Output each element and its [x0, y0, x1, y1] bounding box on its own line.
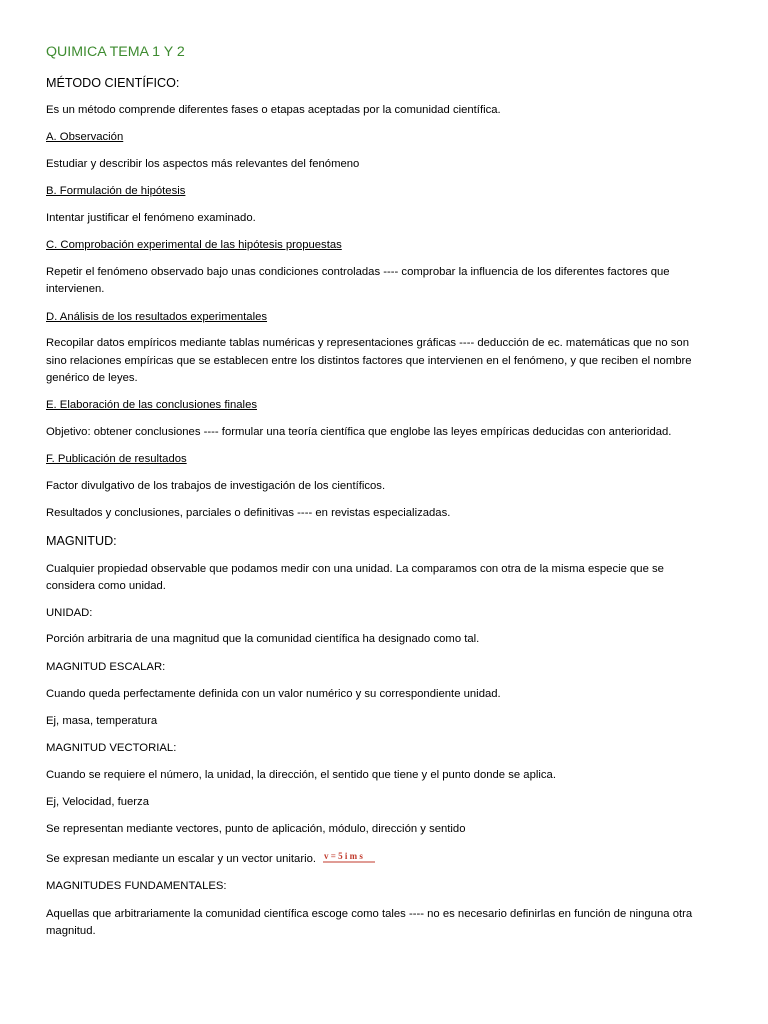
paragraph-line: genérico de leyes. — [46, 372, 138, 384]
heading-metodo-cientifico: MÉTODO CIENTÍFICO: — [46, 76, 180, 90]
paragraph-line: intervienen. — [46, 283, 105, 295]
paragraph-with-formula — [46, 848, 379, 870]
heading-magnitudes-fundamentales: MAGNITUDES FUNDAMENTALES: — [46, 880, 227, 892]
paragraph-line: considera como unidad. — [46, 580, 166, 592]
paragraph: Cuando queda perfectamente definida con un valor numérico y su correspondiente unidad. — [46, 688, 501, 700]
paragraph: Cuando se requiere el número, la unidad, la dirección, el sentido que tiene y el punto donde se aplica. — [46, 769, 556, 781]
paragraph-line: sino relaciones empíricas que se establecen entre los distintos factores que intervienen en el fenómeno, y que reciben el nombre — [46, 355, 692, 367]
document-title: QUIMICA TEMA 1 Y 2 — [46, 44, 185, 60]
paragraph-line: Cualquier propiedad observable que podamos medir con una unidad. La comparamos con otra de la misma especie que se — [46, 563, 664, 575]
example-line: Ej, masa, temperatura — [46, 715, 158, 727]
paragraph: Factor divulgativo de los trabajos de investigación de los científicos. — [46, 480, 386, 492]
heading-unidad: UNIDAD: — [46, 607, 93, 619]
step-title: F. Publicación de resultados — [46, 453, 187, 465]
heading-magnitud-vectorial: MAGNITUD VECTORIAL: — [46, 742, 177, 754]
step-title: E. Elaboración de las conclusiones finales — [46, 399, 258, 411]
paragraph-line: Aquellas que arbitrariamente la comunidad científica escoge como tales ---- no es necesario definirlas en función de ninguna otra — [46, 908, 693, 920]
paragraph: Intentar justificar el fenómeno examinado. — [46, 212, 256, 224]
step-title: A. Observación — [46, 131, 124, 143]
heading-magnitud-escalar: MAGNITUD ESCALAR: — [46, 661, 166, 673]
step-title: B. Formulación de hipótesis — [46, 185, 186, 197]
formula-svg — [323, 848, 379, 864]
paragraph: Porción arbitraria de una magnitud que la comunidad científica ha designado como tal. — [46, 633, 480, 645]
paragraph: Estudiar y describir los aspectos más relevantes del fenómeno — [46, 158, 360, 170]
paragraph-line: magnitud. — [46, 925, 96, 937]
paragraph-line: Recopilar datos empíricos mediante tablas numéricas y representaciones gráficas ---- deducción de ec. matemáticas que no son — [46, 337, 689, 349]
formula-text: v = 5 i m s — [324, 851, 364, 861]
heading-magnitud: MAGNITUD: — [46, 534, 117, 548]
paragraph: Se representan mediante vectores, punto de aplicación, módulo, dirección y sentido — [46, 823, 466, 835]
paragraph: Objetivo: obtener conclusiones ---- formular una teoría científica que englobe las leyes empíricas deducidas con anterioridad. — [46, 426, 672, 438]
step-title: C. Comprobación experimental de las hipótesis propuestas — [46, 239, 342, 251]
paragraph: Resultados y conclusiones, parciales o definitivas ---- en revistas especializadas. — [46, 507, 451, 519]
paragraph: Es un método comprende diferentes fases o etapas aceptadas por la comunidad científica. — [46, 104, 501, 116]
step-title: D. Análisis de los resultados experimentales — [46, 311, 268, 323]
example-line: Ej, Velocidad, fuerza — [46, 796, 149, 808]
paragraph-line: Repetir el fenómeno observado bajo unas condiciones controladas ---- comprobar la influencia de los diferentes factores que — [46, 266, 670, 278]
velocity-formula-image — [323, 848, 379, 870]
paragraph-text: Se expresan mediante un escalar y un vector unitario. — [46, 852, 317, 865]
